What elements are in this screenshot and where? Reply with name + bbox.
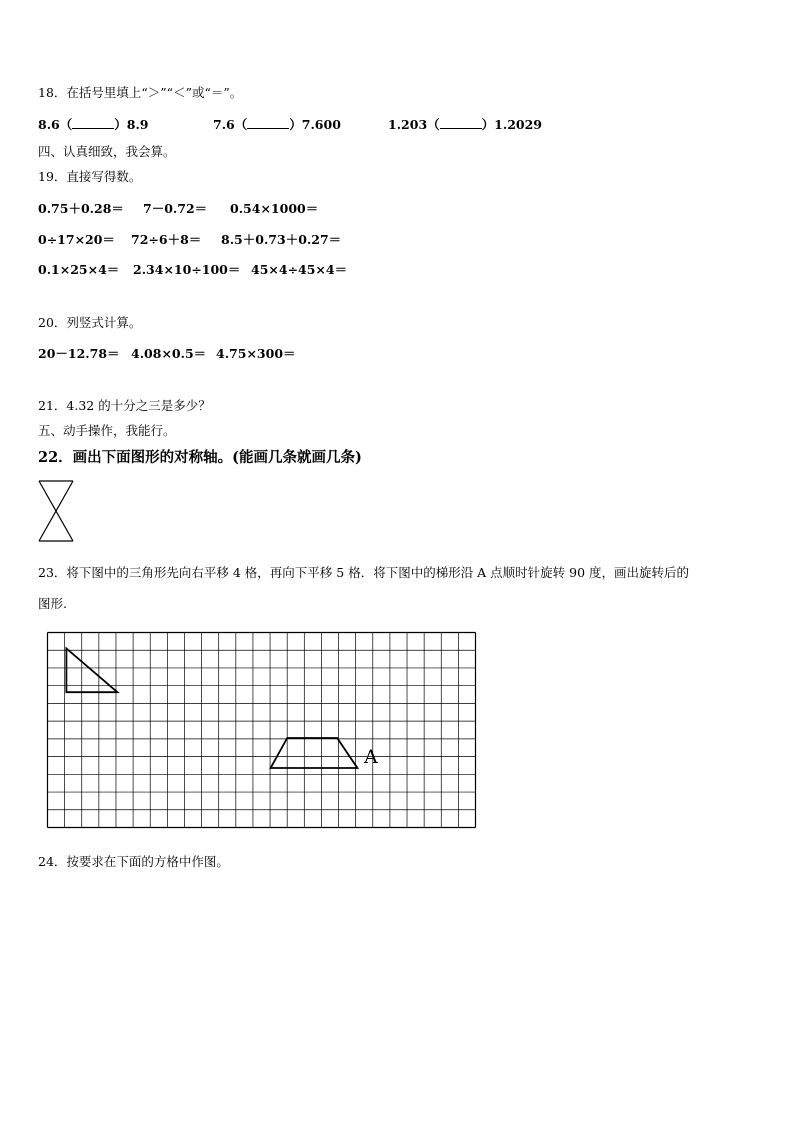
answer-blank[interactable] — [72, 117, 114, 129]
q19-expr: 8.5＋0.73＋0.27＝ — [221, 232, 342, 247]
q18-item-2-right: ）7.600 — [289, 117, 341, 132]
q23-text-line-1: 23．将下图中的三角形先向右平移 4 格，再向下平移 5 格．将下图中的梯形沿 A 点顺时针旋转 90 度，画出旋转后的 — [38, 565, 690, 580]
grid-lines — [48, 633, 476, 828]
q21-title: 21．4.32 的十分之三是多少？ — [38, 398, 211, 413]
q18-title: 18．在括号里填上“＞”“＜”或“＝”。 — [38, 85, 243, 100]
q19-expr: 0.75＋0.28＝ — [38, 201, 124, 216]
q18-item-3 — [388, 115, 542, 133]
q19-title: 19．直接写得数。 — [38, 169, 142, 184]
q19-expr: 0.54×1000＝ — [230, 201, 319, 216]
q22-title: 22．画出下面图形的对称轴。(能画几条就画几条) — [38, 449, 362, 466]
q19-expr: 45×4÷45×4＝ — [251, 262, 348, 277]
q20-title: 20．列竖式计算。 — [38, 315, 142, 330]
q18-item-2-left: 7.6（ — [213, 117, 248, 132]
q18-item-1-left: 8.6（ — [38, 117, 73, 132]
section-5-heading: 五、动手操作，我能行。 — [38, 423, 176, 438]
trapezoid-shape — [271, 738, 358, 768]
answer-blank[interactable] — [440, 117, 482, 129]
hourglass-figure[interactable] — [38, 480, 78, 542]
q20-expr: 20－12.78＝ — [38, 346, 120, 361]
q20-expr: 4.75×300＝ — [216, 346, 296, 361]
q18-item-3-left: 1.203（ — [388, 117, 440, 132]
q18-item-3-right: ）1.2029 — [481, 117, 542, 132]
q18-item-2 — [213, 115, 341, 133]
q19-expr: 2.34×10÷100＝ — [133, 262, 241, 277]
q19-expr: 0÷17×20＝ — [38, 232, 115, 247]
q18-item-1 — [38, 115, 149, 133]
q19-expr: 72÷6＋8＝ — [131, 232, 202, 247]
q24-title: 24．按要求在下面的方格中作图。 — [38, 854, 229, 869]
q20-expr: 4.08×0.5＝ — [131, 346, 207, 361]
q23-text-line-2: 图形. — [38, 596, 67, 611]
square-grid[interactable] — [47, 632, 477, 830]
q18-item-1-right: ）8.9 — [114, 117, 149, 132]
point-a-label: A — [364, 746, 378, 768]
section-4-heading: 四、认真细致，我会算。 — [38, 144, 176, 159]
q19-expr: 7－0.72＝ — [143, 201, 208, 216]
q19-expr: 0.1×25×4＝ — [38, 262, 120, 277]
answer-blank[interactable] — [247, 117, 289, 129]
